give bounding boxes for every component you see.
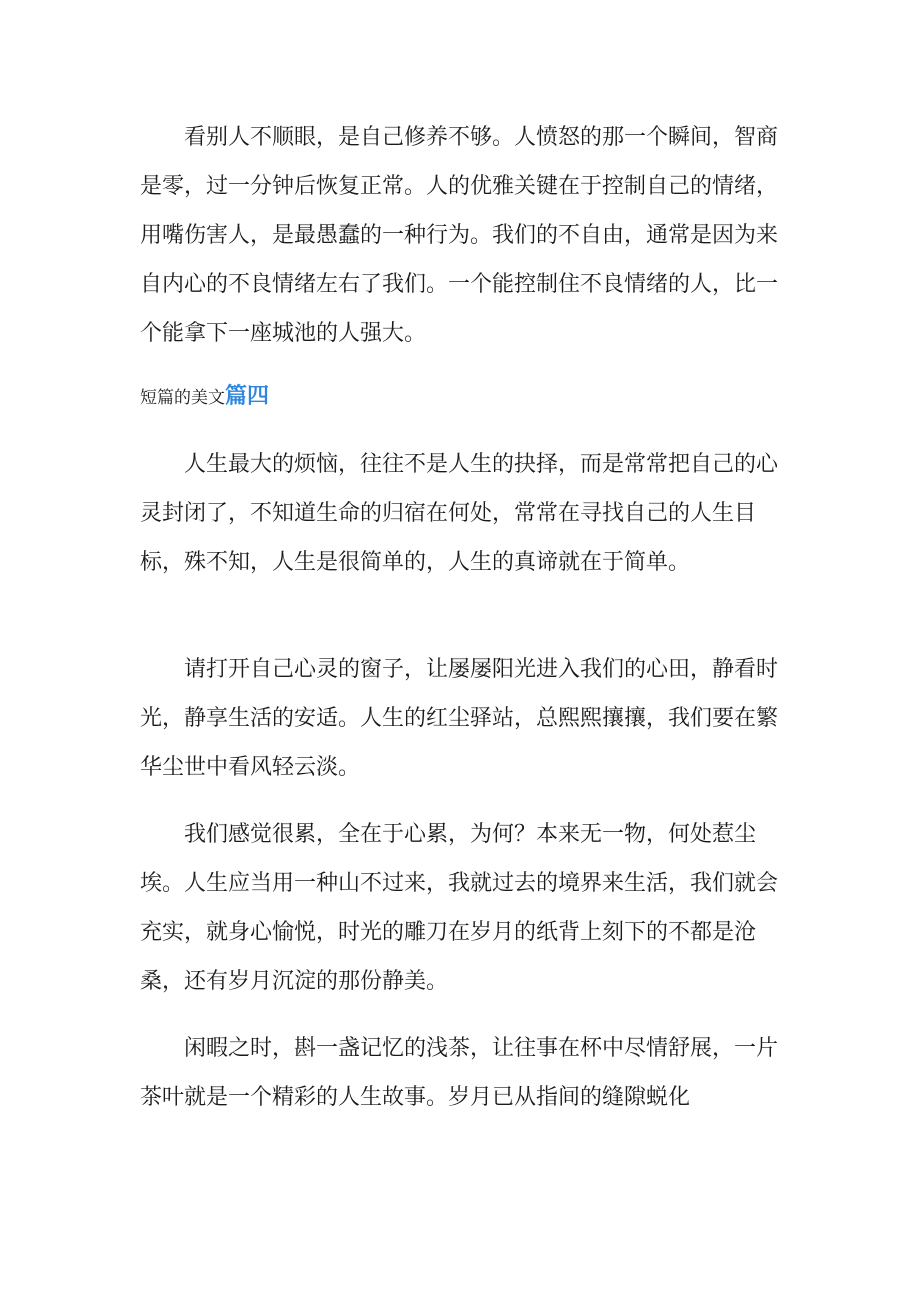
paragraph-5: 闲暇之时，斟一盏记忆的浅茶，让往事在杯中尽情舒展，一片茶叶就是一个精彩的人生故事。岁月已从指间的缝隙蜕化 [140,1036,779,1110]
section-heading-prefix: 短篇的美文 [140,388,225,408]
paragraph-2: 人生最大的烦恼，往往不是人生的抉择，而是常常把自己的心灵封闭了，不知道生命的归宿在何处，常常在寻找自己的人生目标，殊不知，人生是很简单的，人生的真谛就在于简单。 [140,452,779,575]
paragraph-1: 看别人不顺眼，是自己修养不够。人愤怒的那一个瞬间，智商是零，过一分钟后恢复正常。人的优雅关键在于控制自己的情绪，用嘴伤害人，是最愚蠢的一种行为。我们的不自由，通常是因为来自内心的不良情绪左右了我们。一个能控制住不良情绪的人，比一个能拿下一座城池的人强大。 [140,125,779,346]
paragraph-3: 请打开自己心灵的窗子，让屡屡阳光进入我们的心田，静看时光，静享生活的安适。人生的红尘驿站，总熙熙攘攘，我们要在繁华尘世中看风轻云淡。 [140,657,779,780]
section-heading [140,376,269,418]
paragraph-4: 我们感觉很累，全在于心累，为何？本来无一物，何处惹尘埃。人生应当用一种山不过来，我就过去的境界来生活，我们就会充实，就身心愉悦，时光的雕刀在岁月的纸背上刻下的不都是沧桑，还有岁月沉淀的那份静美。 [140,822,779,994]
section-heading-number: 篇四 [225,383,270,409]
